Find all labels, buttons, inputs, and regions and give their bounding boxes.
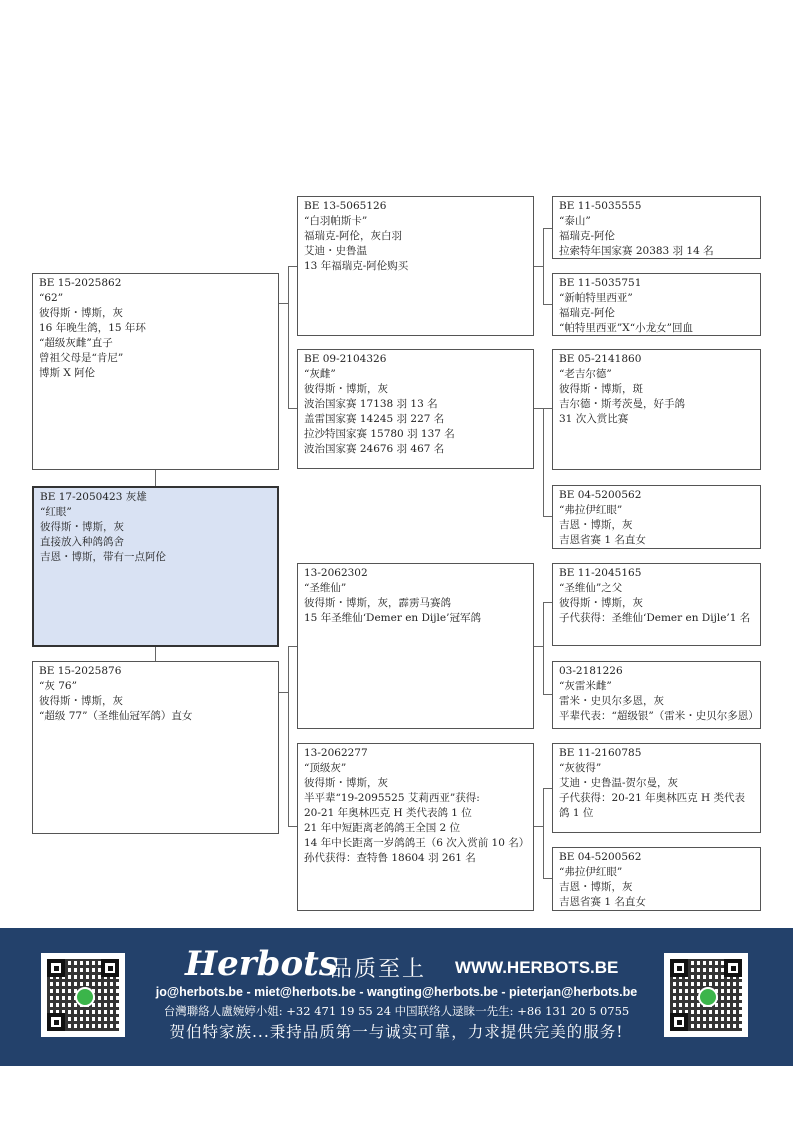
dd-dam-card — [552, 847, 761, 911]
pedigree-line: “圣维仙”之父 — [559, 582, 623, 594]
pedigree-line: 福瑞克-阿伦 — [559, 230, 616, 242]
pedigree-line: “弗拉伊红眼” — [559, 866, 623, 878]
ring-number: BE 04-5200562 — [559, 489, 642, 501]
connector-line — [155, 646, 156, 662]
sd-sire-card — [552, 349, 761, 470]
sire-dam-card — [297, 349, 534, 469]
pedigree-line: 彼得斯・博斯，灰，霹雳马赛鸽 — [304, 597, 451, 609]
ring-number: BE 13-5065126 — [304, 200, 387, 212]
pedigree-line: “灰 76” — [39, 680, 77, 692]
contact-phones: 台灣聯絡人盧婉婷小姐: +32 471 19 55 24 中国联络人逯睐一先生: +86 131 20 5 0755 — [163, 1004, 630, 1018]
pedigree-line: 半平辈“19-2095525 艾莉西亚”获得: — [304, 792, 480, 804]
dam-dam-card — [297, 743, 534, 911]
ring-number: 13-2062277 — [304, 747, 368, 759]
pedigree-line: 雷米・史贝尔多恩，灰 — [559, 695, 664, 707]
pedigree-line: 波治国家赛 17138 羽 13 名 — [304, 398, 438, 410]
ring-number: BE 11-2045165 — [559, 567, 642, 579]
pedigree-line: “超级 77”（圣维仙冠军鸽）直女 — [39, 710, 193, 722]
ds-dam-card — [552, 661, 761, 729]
connector-line — [278, 692, 288, 693]
pedigree-line: 吉恩省赛 1 名直女 — [559, 534, 646, 546]
pedigree-line: 15 年圣维仙‘Demer en Dijle’冠军鸽 — [304, 612, 481, 624]
website-link[interactable]: WWW.HERBOTS.BE — [455, 958, 619, 977]
connector-line — [533, 826, 543, 827]
pedigree-line: 20-21 年奥林匹克 H 类代表鸽 1 位 — [304, 807, 472, 819]
ring-number: BE 11-5035555 — [559, 200, 642, 212]
pedigree-line: “超级灰雌”直子 — [39, 337, 113, 349]
ring-number: BE 11-2160785 — [559, 747, 642, 759]
pedigree-line: “红眼” — [40, 506, 72, 518]
ring-number: BE 11-5035751 — [559, 277, 642, 289]
pedigree-line: “圣维仙” — [304, 582, 347, 594]
footer-bottom-margin — [0, 1066, 793, 1122]
pedigree-line: 子代获得：20-21 年奥林匹克 H 类代表鸽 1 位 — [559, 792, 745, 819]
pedigree-line: 彼得斯・博斯，灰 — [40, 521, 124, 533]
pedigree-line: 平辈代表：“超级银”（雷米・史贝尔多恩） — [559, 710, 759, 722]
ring-number: 13-2062302 — [304, 567, 368, 579]
pedigree-line: “灰雌” — [304, 368, 336, 380]
pedigree-line: 直接放入种鸽鸽舍 — [40, 536, 124, 548]
pedigree-line: 孙代获得：查特鲁 18604 羽 261 名 — [304, 852, 476, 864]
dam-card — [32, 661, 279, 834]
ds-sire-card — [552, 563, 761, 646]
company-motto: 贺伯特家族...秉持品质第一与诚实可靠，力求提供完美的服务! — [169, 1023, 624, 1041]
pedigree-line: 13 年福瑞克-阿伦购买 — [304, 260, 409, 272]
sire-card — [32, 273, 279, 470]
connector-line — [278, 303, 288, 304]
brand-slogan: 品质至上 — [330, 957, 427, 982]
sd-dam-card — [552, 485, 761, 549]
pedigree-line: 16 年晚生鸽，15 年环 — [39, 322, 146, 334]
contact-emails[interactable]: jo@herbots.be - miet@herbots.be - wangting@herbots.be - pieterjan@herbots.be — [155, 985, 638, 999]
dam-sire-card — [297, 563, 534, 729]
ring-number: BE 17-2050423 灰雄 — [40, 491, 147, 503]
pedigree-line: 彼得斯・博斯，斑 — [559, 383, 643, 395]
connector-line — [543, 602, 544, 694]
pedigree-line: 福瑞克-阿伦，灰白羽 — [304, 230, 403, 242]
pedigree-line: 波治国家赛 24676 羽 467 名 — [304, 443, 445, 455]
connector-line — [533, 266, 543, 267]
pedigree-line: 子代获得：圣维仙‘Demer en Dijle’1 名 — [559, 612, 751, 624]
subject-pigeon-card — [32, 486, 279, 647]
ss-dam-card — [552, 273, 761, 336]
pedigree-line: 拉沙特国家赛 15780 羽 137 名 — [304, 428, 455, 440]
connector-line — [533, 408, 543, 409]
pedigree-line: “老吉尔德” — [559, 368, 612, 380]
pedigree-line: 彼得斯・博斯，灰 — [304, 383, 388, 395]
pedigree-line: 艾迪・史鲁温-贺尔曼，灰 — [559, 777, 679, 789]
pedigree-line: 彼得斯・博斯，灰 — [39, 695, 123, 707]
connector-line — [155, 469, 156, 486]
dd-sire-card — [552, 743, 761, 833]
ss-sire-card — [552, 196, 761, 259]
connector-line — [543, 408, 544, 516]
pedigree-line: 艾迪・史鲁温 — [304, 245, 367, 257]
pedigree-line: 博斯 X 阿伦 — [39, 367, 96, 379]
connector-line — [543, 788, 544, 878]
pedigree-line: “弗拉伊红眼” — [559, 504, 623, 516]
pedigree-line: 吉恩・博斯，带有一点阿伦 — [40, 551, 166, 563]
pedigree-line: “帕特里西亚”X“小龙女”回血 — [559, 322, 693, 334]
pedigree-line: “白羽帕斯卡” — [304, 215, 368, 227]
pedigree-line: 彼得斯・博斯，灰 — [39, 307, 123, 319]
pedigree-line: 31 次入赏比赛 — [559, 413, 629, 425]
pedigree-line: 福瑞克-阿伦 — [559, 307, 616, 319]
pedigree-line: 曾祖父母是“肯尼” — [39, 352, 124, 364]
connector-line — [533, 646, 543, 647]
pedigree-line: 拉索特年国家赛 20383 羽 14 名 — [559, 245, 714, 257]
pedigree-line: “62” — [39, 292, 64, 304]
pedigree-line: “灰雷米雌” — [559, 680, 612, 692]
connector-line — [543, 228, 544, 304]
connector-line — [288, 646, 289, 826]
pedigree-line: 吉恩・博斯，灰 — [559, 519, 633, 531]
pedigree-line: “新帕特里西亚” — [559, 292, 633, 304]
pedigree-line: “泰山” — [559, 215, 591, 227]
pedigree-line: 盖雷国家赛 14245 羽 227 名 — [304, 413, 445, 425]
connector-line — [288, 266, 289, 408]
ring-number: BE 04-5200562 — [559, 851, 642, 863]
ring-number: 03-2181226 — [559, 665, 623, 677]
pedigree-line: 21 年中短距离老鸽鸽王全国 2 位 — [304, 822, 461, 834]
ring-number: BE 15-2025862 — [39, 277, 122, 289]
ring-number: BE 09-2104326 — [304, 353, 387, 365]
pedigree-line: 彼得斯・博斯，灰 — [559, 597, 643, 609]
pedigree-line: 彼得斯・博斯，灰 — [304, 777, 388, 789]
pedigree-line: 吉恩省赛 1 名直女 — [559, 896, 646, 908]
brand-logo: Herbots — [185, 944, 338, 984]
pedigree-line: 吉恩・博斯，灰 — [559, 881, 633, 893]
pedigree-line: 吉尔德・斯考茨曼，好手鸽 — [559, 398, 685, 410]
pedigree-line: “顶级灰” — [304, 762, 347, 774]
pedigree-line: “灰彼得” — [559, 762, 602, 774]
pedigree-line: 14 年中长距离一岁鸽鸽王（6 次入赏前 10 名） — [304, 837, 530, 849]
ring-number: BE 05-2141860 — [559, 353, 642, 365]
sire-sire-card — [297, 196, 534, 336]
ring-number: BE 15-2025876 — [39, 665, 122, 677]
